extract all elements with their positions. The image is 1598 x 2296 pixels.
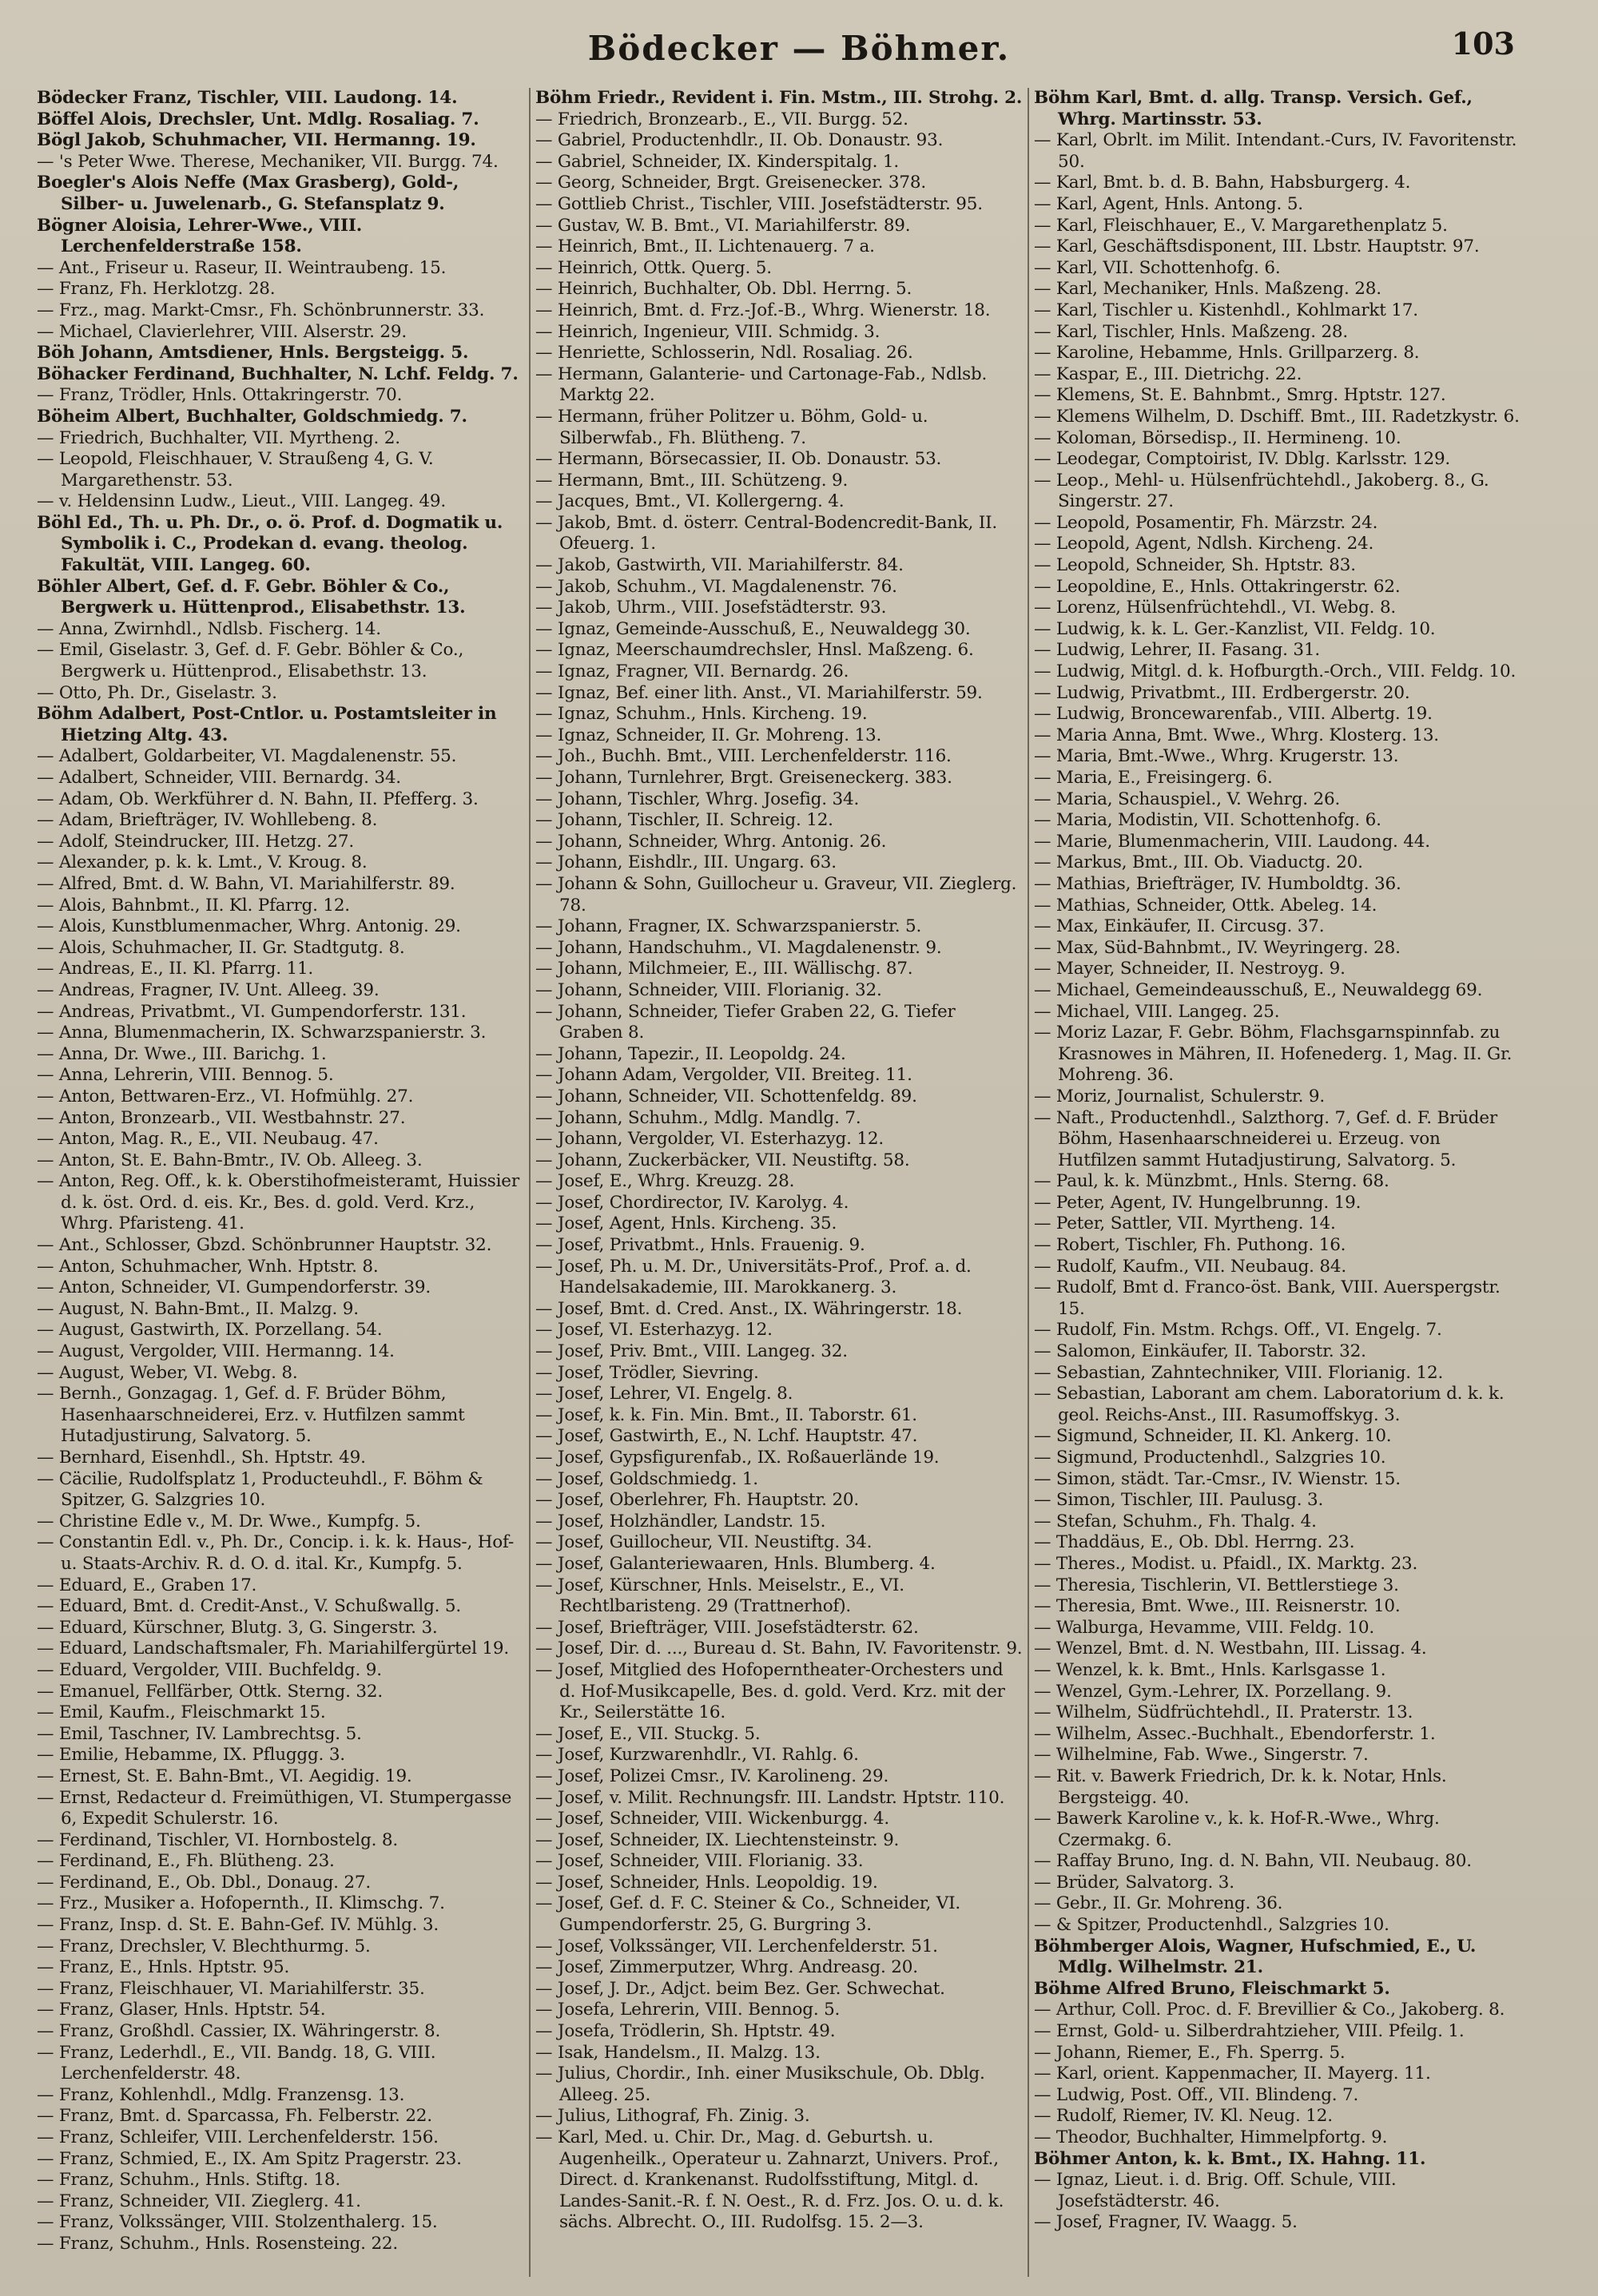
directory-entry: — Sebastian, Laborant am chem. Laboratorium d. k. k. geol. Reichs-Anst., III. Rasumoffskyg. 3. — [1034, 1384, 1510, 1425]
directory-entry: — August, N. Bahn-Bmt., II. Malzg. 9. — [37, 1298, 359, 1319]
directory-entry: — Moriz, Journalist, Schulerstr. 9. — [1034, 1086, 1326, 1106]
directory-entry: — Adam, Ob. Werkführer d. N. Bahn, II. Pfefferg. 3. — [37, 789, 479, 809]
directory-entry: — Bernh., Gonzagag. 1, Gef. d. F. Brüder Böhm, Hasenhaarschneiderei, Erz. v. Hutfilzen sammt Hutadjustirung, Salvatorg. 5. — [37, 1384, 471, 1447]
directory-entry: — Michael, VIII. Langeg. 25. — [1034, 1001, 1280, 1022]
directory-entry: — Julius, Lithograf, Fh. Zinig. 3. — [535, 2106, 810, 2127]
directory-entry: Böhm Friedr., Revident i. Fin. Mstm., III. Strohg. 2. — [535, 88, 1023, 108]
directory-entry: — Otto, Ph. Dr., Giselastr. 3. — [37, 682, 277, 703]
directory-entry: — Josef, Zimmerputzer, Whrg. Andreasg. 20. — [535, 1957, 918, 1978]
directory-entry: — Rudolf, Bmt d. Franco-öst. Bank, VIII. Auerspergstr. 15. — [1034, 1277, 1506, 1319]
directory-entry: — Lorenz, Hülsenfrüchtehdl., VI. Webg. 8. — [1034, 598, 1397, 618]
directory-entry: Böhler Albert, Gef. d. F. Gebr. Böhler & Co., Bergwerk u. Hüttenprod., Elisabethstr. 13. — [37, 576, 466, 618]
directory-entry: — Josefa, Lehrerin, VIII. Bennog. 5. — [535, 2000, 841, 2020]
directory-entry: — Josef, Priv. Bmt., VIII. Langeg. 32. — [535, 1341, 848, 1362]
directory-entry: — Josef, Schneider, VIII. Wickenburgg. 4. — [535, 1809, 889, 1829]
directory-entry: — Heinrich, Ingenieur, VIII. Schmidg. 3. — [535, 321, 880, 342]
directory-entry: — Josef, Gastwirth, E., N. Lchf. Hauptstr. 47. — [535, 1426, 918, 1447]
directory-entry: — Karl, Mechaniker, Hnls. Maßzeng. 28. — [1034, 279, 1381, 300]
directory-entry: — Brüder, Salvatorg. 3. — [1034, 1872, 1234, 1893]
directory-entry: — Karl, Fleischhauer, E., V. Margarethenplatz 5. — [1034, 215, 1448, 236]
directory-entry: — Karoline, Hebamme, Hnls. Grillparzerg. 8. — [1034, 343, 1420, 363]
column-divider — [529, 88, 531, 2277]
directory-entry: — Salomon, Einkäufer, II. Taborstr. 32. — [1034, 1341, 1366, 1362]
directory-entry: — Georg, Schneider, Brgt. Greisenecker. 378. — [535, 173, 926, 193]
directory-entry: — Karl, Tischler u. Kistenhdl., Kohlmarkt 17. — [1034, 300, 1418, 320]
directory-entry: — Johann, Schneider, VIII. Florianig. 32. — [535, 979, 882, 1000]
directory-entry: — Franz, Lederhdl., E., VII. Bandg. 18, G. VIII. Lerchenfelderstr. 48. — [37, 2042, 441, 2084]
directory-entry: — Franz, Trödler, Hnls. Ottakringerstr. 70. — [37, 385, 403, 406]
directory-entry: — Anna, Blumenmacherin, IX. Schwarzspanierstr. 3. — [37, 1023, 487, 1043]
column-1 — [32, 88, 529, 2277]
directory-entry: — Franz, Schuhm., Hnls. Rosensteing. 22. — [37, 2233, 399, 2254]
directory-entry: — Gabriel, Productenhdlr., II. Ob. Donaustr. 93. — [535, 130, 944, 151]
directory-entry: — Anna, Dr. Wwe., III. Barichg. 1. — [37, 1043, 327, 1064]
directory-entry: — Josef, Lehrer, VI. Engelg. 8. — [535, 1384, 793, 1404]
directory-entry: — Marie, Blumenmacherin, VIII. Laudong. 44. — [1034, 831, 1430, 852]
directory-entry: — Josef, k. k. Fin. Min. Bmt., II. Taborstr. 61. — [535, 1404, 917, 1425]
directory-entry: — Emil, Kaufm., Fleischmarkt 15. — [37, 1702, 326, 1723]
directory-entry: — Rudolf, Fin. Mstm. Rchgs. Off., VI. Engelg. 7. — [1034, 1320, 1442, 1341]
directory-entry: — Friedrich, Buchhalter, VII. Myrtheng. 2. — [37, 427, 400, 448]
directory-entry: — Isak, Handelsm., II. Malzg. 13. — [535, 2042, 821, 2063]
directory-entry: — Adalbert, Schneider, VIII. Bernardg. 34. — [37, 768, 401, 788]
directory-entry: — Josef, Ph. u. M. Dr., Universitäts-Prof., Prof. a. d. Handelsakademie, III. Marokkanerg. 3. — [535, 1256, 977, 1298]
directory-entry: — Franz, Fh. Herklotzg. 28. — [37, 279, 276, 300]
directory-entry: — Ludwig, Lehrer, II. Fasang. 31. — [1034, 640, 1321, 661]
directory-entry: — Karl, VII. Schottenhofg. 6. — [1034, 257, 1281, 278]
directory-entry: — Ludwig, Mitgl. d. k. Hofburgth.-Orch., VIII. Feldg. 10. — [1034, 661, 1517, 682]
directory-entry: — Josefa, Trödlerin, Sh. Hptstr. 49. — [535, 2021, 836, 2042]
directory-entry: — Franz, Glaser, Hnls. Hptstr. 54. — [37, 2000, 326, 2020]
directory-entry: — Peter, Agent, IV. Hungelbrunng. 19. — [1034, 1192, 1361, 1213]
directory-entry: Böh Johann, Amtsdiener, Hnls. Bergsteigg. 5. — [37, 343, 469, 363]
directory-entry: — Jakob, Gastwirth, VII. Mariahilferstr. 84. — [535, 555, 904, 576]
directory-entry: — Franz, Schuhm., Hnls. Stiftg. 18. — [37, 2170, 341, 2191]
directory-entry: — Johann, Riemer, E., Fh. Sperrg. 5. — [1034, 2042, 1346, 2063]
directory-entry: — Michael, Gemeindeausschuß, E., Neuwaldegg 69. — [1034, 979, 1483, 1000]
directory-entry: — Franz, Insp. d. St. E. Bahn-Gef. IV. Mühlg. 3. — [37, 1915, 439, 1936]
directory-entry: — Josef, Fragner, IV. Waagg. 5. — [1034, 2212, 1298, 2233]
directory-entry: — Johann, Zuckerbäcker, VII. Neustiftg. 58. — [535, 1150, 910, 1170]
directory-entry: — 's Peter Wwe. Therese, Mechaniker, VII. Burgg. 74. — [37, 151, 499, 172]
directory-entry: — Josef, Briefträger, VIII. Josefstädterstr. 62. — [535, 1617, 919, 1638]
directory-entry: — Christine Edle v., M. Dr. Wwe., Kumpfg. 5. — [37, 1511, 421, 1531]
directory-entry: — Heinrich, Bmt., II. Lichtenauerg. 7 a. — [535, 236, 875, 257]
directory-entry: — Alois, Schuhmacher, II. Gr. Stadtgutg. 8. — [37, 937, 405, 958]
directory-entry: — Karl, Agent, Hnls. Antong. 5. — [1034, 193, 1303, 214]
directory-entry: — Ignaz, Lieut. i. d. Brig. Off. Schule, VIII. Josefstädterstr. 46. — [1034, 2170, 1402, 2211]
directory-entry: — Wenzel, Gym.-Lehrer, IX. Porzellang. 9. — [1034, 1681, 1392, 1702]
directory-entry: — Karl, Tischler, Hnls. Maßzeng. 28. — [1034, 321, 1349, 342]
directory-entry: — Sebastian, Zahntechniker, VIII. Florianig. 12. — [1034, 1362, 1444, 1383]
directory-entry: — Cäcilie, Rudolfsplatz 1, Producteuhdl., F. Böhm & Spitzer, G. Salzgries 10. — [37, 1468, 489, 1511]
directory-entry: — Friedrich, Bronzearb., E., VII. Burgg. 52. — [535, 109, 908, 129]
directory-entry: Böhl Ed., Th. u. Ph. Dr., o. ö. Prof. d. Dogmatik u. Symbolik i. C., Prodekan d. evang. theolog. Fakultät, VIII. Langeg. 60. — [37, 512, 509, 576]
running-head: Bödecker — Böhmer. — [587, 29, 1011, 68]
directory-entry: — Moriz Lazar, F. Gebr. Böhm, Flachsgarnspinnfab. zu Krasnowes in Mähren, II. Hofenederg. 1, Mag. II. Gr. Mohreng. 36. — [1034, 1023, 1517, 1086]
directory-entry: — Rudolf, Kaufm., VII. Neubaug. 84. — [1034, 1256, 1347, 1277]
directory-entry: — Eduard, Kürschner, Blutg. 3, G. Singerstr. 3. — [37, 1617, 438, 1638]
directory-entry: — Frz., Musiker a. Hofopernth., II. Klimschg. 7. — [37, 1893, 445, 1914]
directory-entry: — Leopold, Fleischhauer, V. Straußeng 4, G. V. Margarethenstr. 53. — [37, 449, 439, 491]
directory-entry: — Josef, E., Whrg. Kreuzg. 28. — [535, 1171, 795, 1192]
directory-entry: — Josef, Volkssänger, VII. Lerchenfelderstr. 51. — [535, 1936, 938, 1956]
column-divider — [1028, 88, 1029, 2277]
directory-entry: — Markus, Bmt., III. Ob. Viaductg. 20. — [1034, 852, 1363, 873]
directory-entry: — Johann, Tischler, II. Schreig. 12. — [535, 810, 833, 831]
directory-entry: — Constantin Edl. v., Ph. Dr., Concip. i. k. k. Haus-, Hof- u. Staats-Archiv. R. d. O. d. ital. Kr., Kumpfg. 5. — [37, 1532, 519, 1574]
directory-entry: — August, Vergolder, VIII. Hermanng. 14. — [37, 1341, 395, 1362]
directory-entry: Bögner Aloisia, Lehrer-Wwe., VIII. Lerchenfelderstraße 158. — [37, 215, 368, 257]
directory-entry: — Johann, Handschuhm., VI. Magdalenenstr. 9. — [535, 937, 942, 958]
columns — [32, 88, 1534, 2277]
directory-entry: — Franz, Kohlenhdl., Mdlg. Franzensg. 13. — [37, 2084, 405, 2105]
directory-entry: — Adalbert, Goldarbeiter, VI. Magdalenenstr. 55. — [37, 746, 457, 767]
directory-entry: — Ignaz, Meerschaumdrechsler, Hnsl. Maßzeng. 6. — [535, 640, 974, 661]
directory-entry: — Josef, v. Milit. Rechnungsfr. III. Landstr. Hptstr. 110. — [535, 1787, 1005, 1808]
directory-entry: — Michael, Clavierlehrer, VIII. Alserstr. 29. — [37, 321, 407, 342]
directory-entry: — Ignaz, Schneider, II. Gr. Mohreng. 13. — [535, 725, 882, 745]
directory-entry: — Leopold, Posamentir, Fh. Märzstr. 24. — [1034, 512, 1378, 533]
page-header — [0, 22, 1598, 78]
directory-entry: — Thaddäus, E., Ob. Dbl. Herrng. 23. — [1034, 1532, 1355, 1553]
directory-entry: — Peter, Sattler, VII. Myrtheng. 14. — [1034, 1214, 1336, 1234]
directory-entry: — Josef, Schneider, Hnls. Leopoldig. 19. — [535, 1872, 878, 1893]
directory-entry: — Eduard, Landschaftsmaler, Fh. Mariahilfergürtel 19. — [37, 1639, 509, 1659]
directory-entry: — Josef, Holzhändler, Landstr. 15. — [535, 1511, 826, 1531]
directory-entry: — Ignaz, Schuhm., Hnls. Kircheng. 19. — [535, 704, 868, 725]
directory-entry: — Gebr., II. Gr. Mohreng. 36. — [1034, 1893, 1283, 1914]
directory-entry: — Josef, Oberlehrer, Fh. Hauptstr. 20. — [535, 1490, 860, 1511]
directory-entry: — Eduard, Bmt. d. Credit-Anst., V. Schußwallg. 5. — [37, 1596, 462, 1617]
directory-entry: — Gustav, W. B. Bmt., VI. Mariahilferstr. 89. — [535, 215, 911, 236]
directory-entry: — Josef, Bmt. d. Cred. Anst., IX. Währingerstr. 18. — [535, 1298, 963, 1319]
directory-entry: — Theodor, Buchhalter, Himmelpfortg. 9. — [1034, 2127, 1388, 2147]
directory-entry: — Leopold, Schneider, Sh. Hptstr. 83. — [1034, 555, 1356, 576]
directory-entry: Boegler's Alois Neffe (Max Grasberg), Gold-, Silber- u. Juwelenarb., G. Stefansplatz 9. — [37, 173, 465, 214]
directory-entry: — Ludwig, Post. Off., VII. Blindeng. 7. — [1034, 2084, 1359, 2105]
directory-entry: — Josef, J. Dr., Adjct. beim Bez. Ger. Schwechat. — [535, 1978, 945, 1999]
directory-entry: — Johann, Schneider, Whrg. Antonig. 26. — [535, 831, 887, 852]
directory-entry: — Stefan, Schuhm., Fh. Thalg. 4. — [1034, 1511, 1317, 1531]
directory-entry: — Leopold, Agent, Ndlsh. Kircheng. 24. — [1034, 534, 1374, 554]
directory-entry: — Josef, Galanteriewaaren, Hnls. Blumberg. 4. — [535, 1553, 936, 1574]
directory-entry: Böffel Alois, Drechsler, Unt. Mdlg. Rosaliag. 7. — [37, 109, 479, 129]
directory-entry: — Maria, Modistin, VII. Schottenhofg. 6. — [1034, 810, 1381, 831]
directory-entry: — Theresia, Bmt. Wwe., III. Reisnerstr. 10. — [1034, 1596, 1401, 1617]
directory-entry: — Ferdinand, E., Fh. Blütheng. 23. — [37, 1851, 335, 1872]
directory-entry: — Josef, Guillocheur, VII. Neustiftg. 34. — [535, 1532, 873, 1553]
directory-entry: — Alexander, p. k. k. Lmt., V. Kroug. 8. — [37, 852, 368, 873]
directory-entry: — Heinrich, Bmt. d. Frz.-Jof.-B., Whrg. Wienerstr. 18. — [535, 300, 991, 320]
directory-entry: — Paul, k. k. Münzbmt., Hnls. Sterng. 68. — [1034, 1171, 1389, 1192]
directory-entry: — Theres., Modist. u. Pfaidl., IX. Marktg. 23. — [1034, 1553, 1418, 1574]
directory-entry: — Ernest, St. E. Bahn-Bmt., VI. Aegidig. 19. — [37, 1766, 412, 1786]
directory-entry: — Andreas, E., II. Kl. Pfarrg. 11. — [37, 959, 314, 979]
directory-entry: — Maria Anna, Bmt. Wwe., Whrg. Klosterg. 13. — [1034, 725, 1439, 745]
directory-entry: Bödecker Franz, Tischler, VIII. Laudong. 14. — [37, 88, 458, 108]
directory-entry: — Anton, Reg. Off., k. k. Oberstihofmeisteramt, Huissier d. k. öst. Ord. d. eis. Kr., Bes. d. gold. Verd. Krz., Whrg. Pfaristeng. 41. — [37, 1171, 525, 1234]
directory-entry: — Johann, Schuhm., Mdlg. Mandlg. 7. — [535, 1107, 861, 1128]
directory-entry: — Josef, Agent, Hnls. Kircheng. 35. — [535, 1214, 837, 1234]
directory-entry: — Anton, St. E. Bahn-Bmtr., IV. Ob. Alleeg. 3. — [37, 1150, 423, 1170]
directory-entry: — Franz, E., Hnls. Hptstr. 95. — [37, 1957, 290, 1978]
directory-entry: — Jakob, Bmt. d. österr. Central-Bodencredit-Bank, II. Ofeuerg. 1. — [535, 512, 1003, 554]
directory-entry: — Alois, Bahnbmt., II. Kl. Pfarrg. 12. — [37, 895, 350, 916]
directory-entry: — Mathias, Schneider, Ottk. Abeleg. 14. — [1034, 895, 1377, 916]
directory-entry: — Johann, Turnlehrer, Brgt. Greiseneckerg. 383. — [535, 768, 952, 788]
directory-entry: — Franz, Großhdl. Cassier, IX. Währingerstr. 8. — [37, 2021, 441, 2042]
directory-entry: — Ludwig, Broncewarenfab., VIII. Albertg. 19. — [1034, 704, 1433, 725]
directory-entry: Böhacker Ferdinand, Buchhalter, N. Lchf. Feldg. 7. — [37, 363, 519, 384]
directory-entry: — Leop., Mehl- u. Hülsenfrüchtehdl., Jakoberg. 8., G. Singerstr. 27. — [1034, 470, 1495, 512]
directory-entry: — Johann, Fragner, IX. Schwarzspanierstr. 5. — [535, 916, 922, 937]
directory-entry: — August, Weber, VI. Webg. 8. — [37, 1362, 298, 1383]
directory-entry: — Franz, Bmt. d. Sparcassa, Fh. Felberstr. 22. — [37, 2106, 432, 2127]
directory-entry: — Josef, Goldschmiedg. 1. — [535, 1468, 758, 1489]
directory-entry: — Emilie, Hebamme, IX. Pfluggg. 3. — [37, 1745, 345, 1766]
directory-entry: — Karl, Obrlt. im Milit. Intendant.-Curs, IV. Favoritenstr. 50. — [1034, 130, 1522, 172]
directory-entry: — Emanuel, Fellfärber, Ottk. Sterng. 32. — [37, 1681, 383, 1702]
directory-entry: — Josef, Polizei Cmsr., IV. Karolineng. 29. — [535, 1766, 889, 1786]
directory-entry: — Johann & Sohn, Guillocheur u. Graveur, VII. Zieglerg. 78. — [535, 873, 1022, 916]
directory-entry: — Anna, Lehrerin, VIII. Bennog. 5. — [37, 1065, 334, 1086]
directory-entry: — Josef, Schneider, VIII. Florianig. 33. — [535, 1851, 864, 1872]
directory-entry: — Mayer, Schneider, II. Nestroyg. 9. — [1034, 959, 1346, 979]
directory-entry: — Franz, Volkssänger, VIII. Stolzenthalerg. 15. — [37, 2212, 438, 2233]
directory-entry: — Ant., Schlosser, Gbzd. Schönbrunner Hauptstr. 32. — [37, 1235, 492, 1256]
directory-entry: — Ant., Friseur u. Raseur, II. Weintraubeng. 15. — [37, 257, 447, 278]
directory-entry: — Johann, Schneider, Tiefer Graben 22, G. Tiefer Graben 8. — [535, 1001, 961, 1043]
directory-entry: — Maria, E., Freisingerg. 6. — [1034, 768, 1273, 788]
directory-entry: — Wilhelm, Assec.-Buchhalt., Ebendorferstr. 1. — [1034, 1723, 1436, 1744]
directory-entry: — Eduard, Vergolder, VIII. Buchfeldg. 9. — [37, 1659, 382, 1680]
directory-entry: — Kaspar, E., III. Dietrichg. 22. — [1034, 363, 1302, 384]
directory-entry: — August, Gastwirth, IX. Porzellang. 54. — [37, 1320, 383, 1341]
directory-entry: — Josef, Privatbmt., Hnls. Frauenig. 9. — [535, 1235, 865, 1256]
directory-entry: — Wilhelm, Südfrüchtehdl., II. Praterstr. 13. — [1034, 1702, 1413, 1723]
directory-entry: — Wenzel, Bmt. d. N. Westbahn, III. Lissag. 4. — [1034, 1639, 1427, 1659]
directory-entry: Böheim Albert, Buchhalter, Goldschmiedg. 7. — [37, 406, 467, 427]
directory-entry: — Klemens Wilhelm, D. Dschiff. Bmt., III. Radetzkystr. 6. — [1034, 406, 1520, 427]
directory-entry: — Anton, Schneider, VI. Gumpendorferstr. 39. — [37, 1277, 431, 1298]
directory-entry: Böhmer Anton, k. k. Bmt., IX. Hahng. 11. — [1034, 2148, 1426, 2169]
directory-entry: — Eduard, E., Graben 17. — [37, 1575, 257, 1595]
directory-entry: — Ignaz, Fragner, VII. Bernardg. 26. — [535, 661, 849, 682]
directory-entry: — Theresia, Tischlerin, VI. Bettlerstiege 3. — [1034, 1575, 1399, 1595]
directory-entry: — Klemens, St. E. Bahnbmt., Smrg. Hptstr. 127. — [1034, 385, 1446, 406]
directory-entry: — Bernhard, Eisenhdl., Sh. Hptstr. 49. — [37, 1448, 366, 1468]
directory-entry: — Heinrich, Buchhalter, Ob. Dbl. Herrng. 5. — [535, 279, 912, 300]
directory-entry: Böhm Karl, Bmt. d. allg. Transp. Versich. Gef., Whrg. Martinsstr. 53. — [1034, 88, 1479, 129]
directory-entry: — Max, Süd-Bahnbmt., IV. Weyringerg. 28. — [1034, 937, 1401, 958]
directory-entry: — Franz, Schmied, E., IX. Am Spitz Pragerstr. 23. — [37, 2148, 462, 2169]
directory-entry: — Karl, orient. Kappenmacher, II. Mayerg. 11. — [1034, 2064, 1431, 2084]
directory-entry: — Karl, Med. u. Chir. Dr., Mag. d. Geburtsh. u. Augenheilk., Operateur u. Zahnarzt, Univers. Prof., Direct. d. Krankenanst. Rudolfsstiftung, Mitgl. d. Landes-Sanit.-R. f. N. Oest., R. d. Frz. Jos. O. u. d. k. sächs. Albrecht. O., III. Rudolfsg. 15. 2—3. — [535, 2127, 1009, 2233]
directory-entry: — Hermann, früher Politzer u. Böhm, Gold- u. Silberwfab., Fh. Blütheng. 7. — [535, 406, 934, 448]
directory-entry: — Josef, Chordirector, IV. Karolyg. 4. — [535, 1192, 849, 1213]
directory-entry: — Ernst, Gold- u. Silberdrahtzieher, VIII. Pfeilg. 1. — [1034, 2021, 1465, 2042]
directory-entry: — v. Heldensinn Ludw., Lieut., VIII. Langeg. 49. — [37, 491, 446, 512]
directory-entry: — Joh., Buchh. Bmt., VIII. Lerchenfelderstr. 116. — [535, 746, 952, 767]
column-2 — [531, 88, 1028, 2277]
directory-entry: — Gabriel, Schneider, IX. Kinderspitalg. 1. — [535, 151, 900, 172]
directory-entry: — Simon, städt. Tar.-Cmsr., IV. Wienstr. 15. — [1034, 1468, 1401, 1489]
directory-entry: — Koloman, Börsedisp., II. Hermineng. 10. — [1034, 427, 1401, 448]
directory-entry: — Ludwig, k. k. L. Ger.-Kanzlist, VII. Feldg. 10. — [1034, 618, 1436, 639]
directory-entry: — Anton, Bronzearb., VII. Westbahnstr. 27. — [37, 1107, 406, 1128]
directory-entry: — Josef, Gef. d. F. C. Steiner & Co., Schneider, VI. Gumpendorferstr. 25, G. Burgring 3. — [535, 1893, 966, 1936]
directory-entry: — Hermann, Galanterie- und Cartonage-Fab., Ndlsb. Marktg 22. — [535, 363, 992, 406]
directory-entry: — Julius, Chordir., Inh. einer Musikschule, Ob. Dblg. Alleeg. 25. — [535, 2064, 991, 2105]
directory-entry: — Anton, Bettwaren-Erz., VI. Hofmühlg. 27. — [37, 1086, 414, 1106]
directory-entry: — Arthur, Coll. Proc. d. F. Brevillier & Co., Jakoberg. 8. — [1034, 2000, 1505, 2020]
directory-entry: — Bawerk Karoline v., k. k. Hof-R.-Wwe., Whrg. Czermakg. 6. — [1034, 1809, 1445, 1850]
directory-entry: — Leopoldine, E., Hnls. Ottakringerstr. 62. — [1034, 576, 1401, 597]
directory-entry: — Johann, Schneider, VII. Schottenfeldg. 89. — [535, 1086, 917, 1106]
directory-entry: — Ludwig, Privatbmt., III. Erdbergerstr. 20. — [1034, 682, 1410, 703]
directory-entry: — Johann Adam, Vergolder, VII. Breiteg. 11. — [535, 1065, 912, 1086]
directory-entry: — Josef, Gypsfigurenfab., IX. Roßauerlände 19. — [535, 1448, 940, 1468]
directory-entry: — Robert, Tischler, Fh. Puthong. 16. — [1034, 1235, 1346, 1256]
directory-entry: — Anton, Mag. R., E., VII. Neubaug. 47. — [37, 1129, 379, 1150]
directory-entry: Böhm Adalbert, Post-Cntlor. u. Postamtsleiter in Hietzing Altg. 43. — [37, 704, 503, 745]
directory-entry: — Maria, Bmt.-Wwe., Whrg. Krugerstr. 13. — [1034, 746, 1399, 767]
directory-entry: — Jakob, Schuhm., VI. Magdalenenstr. 76. — [535, 576, 897, 597]
directory-entry: — Henriette, Schlosserin, Ndl. Rosaliag. 26. — [535, 343, 913, 363]
directory-entry: — Emil, Giselastr. 3, Gef. d. F. Gebr. Böhler & Co., Bergwerk u. Hüttenprod., Elisabethstr. 13. — [37, 640, 469, 682]
directory-entry: — Josef, Schneider, IX. Liechtensteinstr. 9. — [535, 1829, 900, 1850]
directory-entry: — Wenzel, k. k. Bmt., Hnls. Karlsgasse 1. — [1034, 1659, 1386, 1680]
directory-entry: — Adam, Briefträger, IV. Wohllebeng. 8. — [37, 810, 378, 831]
directory-entry: — Josef, VI. Esterhazyg. 12. — [535, 1320, 773, 1341]
directory-entry: — Josef, Kürschner, Hnls. Meiselstr., E., VI. Rechtlbaristeng. 29 (Trattnerhof). — [535, 1575, 910, 1617]
directory-entry: Böhme Alfred Bruno, Fleischmarkt 5. — [1034, 1978, 1390, 1999]
directory-entry: — Johann, Vergolder, VI. Esterhazyg. 12. — [535, 1129, 884, 1150]
directory-entry: — & Spitzer, Productenhdl., Salzgries 10. — [1034, 1915, 1389, 1936]
directory-entry: — Emil, Taschner, IV. Lambrechtsg. 5. — [37, 1723, 362, 1744]
directory-entry: — Gottlieb Christ., Tischler, VIII. Josefstädterstr. 95. — [535, 193, 983, 214]
directory-entry: — Ignaz, Gemeinde-Ausschuß, E., Neuwaldegg 30. — [535, 618, 971, 639]
directory-entry: — Ernst, Redacteur d. Freimüthigen, VI. Stumpergasse 6, Expedit Schulerstr. 16. — [37, 1787, 517, 1829]
directory-entry: — Josef, E., VII. Stuckg. 5. — [535, 1723, 761, 1744]
directory-entry: — Jacques, Bmt., VI. Kollergerng. 4. — [535, 491, 845, 512]
directory-entry: — Franz, Schneider, VII. Zieglerg. 41. — [37, 2191, 361, 2211]
directory-entry: — Max, Einkäufer, II. Circusg. 37. — [1034, 916, 1325, 937]
directory-entry: — Jakob, Uhrm., VIII. Josefstädterstr. 93. — [535, 598, 887, 618]
directory-entry: — Simon, Tischler, III. Paulusg. 3. — [1034, 1490, 1324, 1511]
directory-entry: — Sigmund, Productenhdl., Salzgries 10. — [1034, 1448, 1386, 1468]
directory-entry: — Alois, Kunstblumenmacher, Whrg. Antonig. 29. — [37, 916, 461, 937]
column-3 — [1029, 88, 1526, 2277]
directory-entry: — Johann, Eishdlr., III. Ungarg. 63. — [535, 852, 837, 873]
directory-entry: — Josef, Kurzwarenhdlr., VI. Rahlg. 6. — [535, 1745, 859, 1766]
directory-entry: Bögl Jakob, Schuhmacher, VII. Hermanng. 19. — [37, 130, 476, 151]
directory-entry: — Josef, Dir. d. ..., Bureau d. St. Bahn, IV. Favoritenstr. 9. — [535, 1639, 1023, 1659]
directory-entry: — Adolf, Steindrucker, III. Hetzg. 27. — [37, 831, 354, 852]
directory-entry: — Karl, Geschäftsdisponent, III. Lbstr. Hauptstr. 97. — [1034, 236, 1480, 257]
directory-entry: — Sigmund, Schneider, II. Kl. Ankerg. 10. — [1034, 1426, 1392, 1447]
directory-entry: — Franz, Schleifer, VIII. Lerchenfelderstr. 156. — [37, 2127, 439, 2147]
directory-entry: — Karl, Bmt. b. d. B. Bahn, Habsburgerg. 4. — [1034, 173, 1411, 193]
directory-entry: — Hermann, Bmt., III. Schützeng. 9. — [535, 470, 849, 491]
directory-entry: Böhmberger Alois, Wagner, Hufschmied, E., U. Mdlg. Wilhelmstr. 21. — [1034, 1936, 1482, 1978]
directory-entry: — Johann, Tischler, Whrg. Josefig. 34. — [535, 789, 860, 809]
directory-entry: — Heinrich, Ottk. Querg. 5. — [535, 257, 772, 278]
directory-entry: — Alfred, Bmt. d. W. Bahn, VI. Mariahilferstr. 89. — [37, 873, 455, 894]
directory-entry: — Ignaz, Bef. einer lith. Anst., VI. Mariahilferstr. 59. — [535, 682, 983, 703]
directory-entry: — Frz., mag. Markt-Cmsr., Fh. Schönbrunnerstr. 33. — [37, 300, 485, 320]
directory-entry: — Rudolf, Riemer, IV. Kl. Neug. 12. — [1034, 2106, 1333, 2127]
directory-entry: — Johann, Tapezir., II. Leopoldg. 24. — [535, 1043, 846, 1064]
directory-entry: — Walburga, Hevamme, VIII. Feldg. 10. — [1034, 1617, 1375, 1638]
directory-entry: — Andreas, Privatbmt., VI. Gumpendorferstr. 131. — [37, 1001, 467, 1022]
directory-entry: — Ferdinand, Tischler, VI. Hornbostelg. 8. — [37, 1829, 399, 1850]
directory-entry: — Raffay Bruno, Ing. d. N. Bahn, VII. Neubaug. 80. — [1034, 1851, 1472, 1872]
directory-entry: — Hermann, Börsecassier, II. Ob. Donaustr. 53. — [535, 449, 942, 470]
directory-entry: — Andreas, Fragner, IV. Unt. Alleeg. 39. — [37, 979, 380, 1000]
directory-entry: — Naft., Productenhdl., Salzthorg. 7, Gef. d. F. Brüder Böhm, Hasenhaarschneiderei u. Erzeug. von Hutfilzen sammt Hutadjustirung, Salvatorg. 5. — [1034, 1107, 1503, 1170]
directory-entry: — Maria, Schauspiel., V. Wehrg. 26. — [1034, 789, 1341, 809]
directory-entry: — Anton, Schuhmacher, Wnh. Hptstr. 8. — [37, 1256, 379, 1277]
directory-entry: — Leodegar, Comptoirist, IV. Dblg. Karlsstr. 129. — [1034, 449, 1451, 470]
directory-entry: — Rit. v. Bawerk Friedrich, Dr. k. k. Notar, Hnls. Bergsteigg. 40. — [1034, 1766, 1453, 1808]
directory-entry: — Johann, Milchmeier, E., III. Wällischg. 87. — [535, 959, 913, 979]
directory-entry: — Wilhelmine, Fab. Wwe., Singerstr. 7. — [1034, 1745, 1369, 1766]
directory-entry: — Ferdinand, E., Ob. Dbl., Donaug. 27. — [37, 1872, 372, 1893]
directory-entry: — Franz, Fleischhauer, VI. Mariahilferstr. 35. — [37, 1978, 425, 1999]
directory-entry: — Franz, Drechsler, V. Blechthurmg. 5. — [37, 1936, 371, 1956]
directory-entry: — Josef, Trödler, Sievring. — [535, 1362, 759, 1383]
directory-entry: — Josef, Mitglied des Hofoperntheater-Orchesters und d. Hof-Musikcapelle, Bes. d. gold. Verd. Krz. mit der Kr., Seilerstätte 16. — [535, 1659, 1011, 1723]
directory-entry: — Anna, Zwirnhdl., Ndlsb. Fischerg. 14. — [37, 618, 381, 639]
directory-entry: — Mathias, Briefträger, IV. Humboldtg. 36. — [1034, 873, 1401, 894]
page-number: 103 — [1451, 26, 1515, 62]
